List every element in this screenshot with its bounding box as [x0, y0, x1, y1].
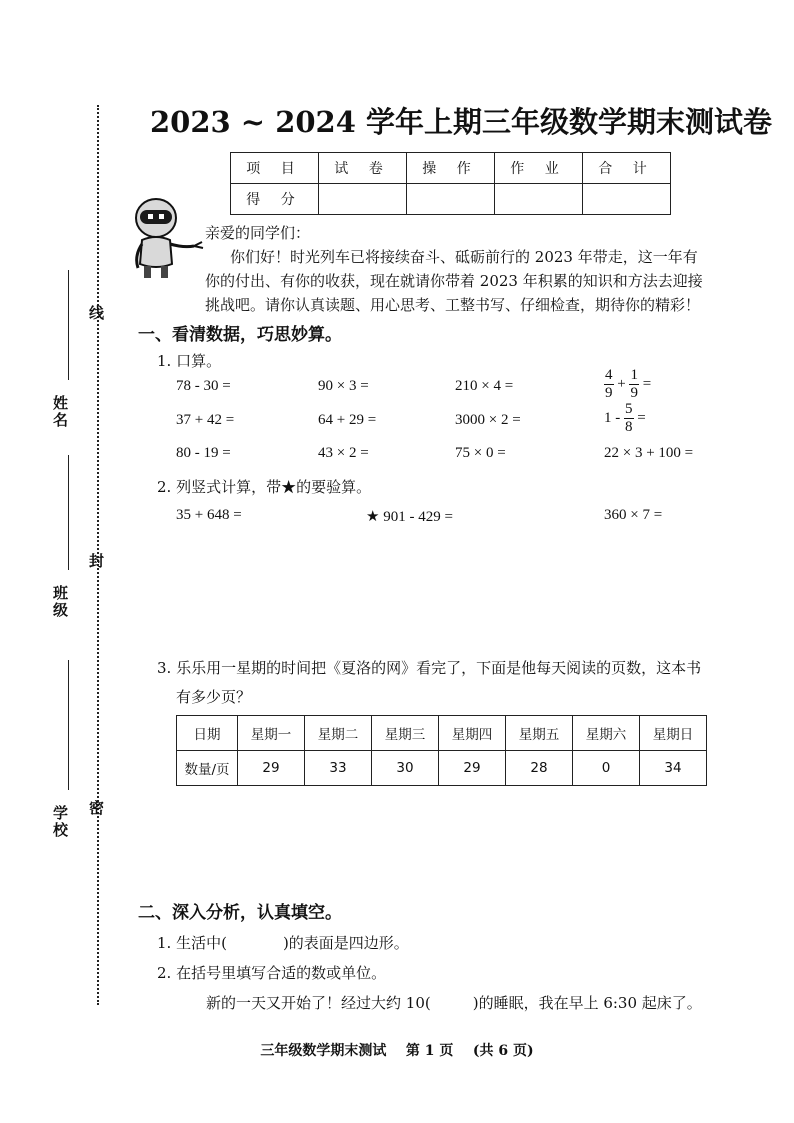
intro-line: 你们好！时光列车已将接续奋斗、砥砺前行的 2023 年带走，这一年有	[230, 248, 698, 266]
score-input-cell[interactable]	[495, 184, 583, 215]
page-title: 2023 ~ 2024 学年上期三年级数学期末测试卷	[150, 105, 773, 139]
intro-greeting: 亲爱的同学们：	[205, 224, 311, 242]
pages-table-header-cell: 星期六	[573, 716, 640, 751]
oral-problem-fraction-sum	[604, 368, 651, 401]
class-underline[interactable]	[68, 455, 69, 570]
page-footer: 三年级数学期末测试 第 1 页 (共 6 页)	[260, 1043, 534, 1059]
pages-table-value-row	[177, 751, 707, 786]
section-heading: 二、深入分析，认真填空。	[138, 903, 342, 923]
minuend: 1 -	[604, 409, 621, 426]
pages-table-row-label: 数量/页	[177, 751, 238, 786]
pages-table-header-cell: 星期日	[640, 716, 707, 751]
vertical-calc-problem: 35 + 648 =	[176, 507, 242, 523]
pages-table-header-cell: 星期二	[305, 716, 372, 751]
pages-table-header-cell: 星期三	[372, 716, 439, 751]
oral-problem: 64 + 29 =	[318, 412, 377, 428]
question-text: 有多少页？	[176, 688, 252, 706]
question-text: )的表面是四边形。	[282, 934, 409, 952]
fraction-numerator: 4	[605, 367, 613, 383]
name-label: 姓名	[51, 395, 69, 429]
cut-mark-line: 线	[87, 305, 105, 322]
oral-problem: 75 × 0 =	[455, 445, 506, 461]
question-label: 2. 在括号里填写合适的数或单位。	[157, 964, 387, 982]
oral-problem: 78 - 30 =	[176, 378, 231, 394]
oral-problem: 3000 × 2 =	[455, 412, 521, 428]
cut-mark-seal: 封	[87, 553, 105, 570]
operator: +	[617, 375, 626, 392]
question-label: 2. 列竖式计算，带★的要验算。	[157, 478, 372, 496]
oral-problem: 210 × 4 =	[455, 378, 514, 394]
pages-table-cell: 0	[573, 751, 640, 786]
vertical-calc-problem-verify: ★ 901 - 429 =	[366, 509, 453, 525]
vertical-calc-problem: 360 × 7 =	[604, 507, 663, 523]
question-text: 3. 乐乐用一星期的时间把《夏洛的网》看完了，下面是他每天阅读的页数，这本书	[157, 659, 702, 677]
oral-problem: 43 × 2 =	[318, 445, 369, 461]
equals-sign: =	[642, 375, 652, 392]
intro-line: 挑战吧。请你认真读题、用心思考、工整书写、仔细检查，期待你的精彩！	[205, 296, 701, 314]
pages-table-cell: 34	[640, 751, 707, 786]
name-underline[interactable]	[68, 270, 69, 380]
score-table	[230, 152, 671, 215]
score-row-label: 得 分	[231, 184, 319, 215]
score-header-cell: 合 计	[583, 153, 671, 184]
pages-table-header-cell: 星期一	[238, 716, 305, 751]
robot-mascot-icon	[128, 196, 206, 280]
oral-problem: 37 + 42 =	[176, 412, 235, 428]
oral-problem-fraction-diff	[604, 402, 646, 435]
fraction-denominator: 9	[630, 385, 638, 401]
question-text: )的睡眠，我在早上 6:30 起床了。	[472, 994, 702, 1012]
question-text: 新的一天又开始了！经过大约 10(	[206, 994, 431, 1012]
pages-table-cell: 29	[439, 751, 506, 786]
oral-problem: 22 × 3 + 100 =	[604, 445, 694, 461]
score-input-cell[interactable]	[583, 184, 671, 215]
score-table-header-row	[231, 153, 671, 184]
fraction-numerator: 5	[625, 401, 633, 417]
reading-pages-table	[176, 715, 707, 786]
equals-sign: =	[637, 409, 646, 426]
pages-table-cell: 29	[238, 751, 305, 786]
pages-table-header-cell: 星期四	[439, 716, 506, 751]
fill-blank-question	[206, 992, 702, 1013]
pages-table-header-cell: 星期五	[506, 716, 573, 751]
intro-line: 你的付出、有你的收获，现在就请你带着 2023 年积累的知识和方法去迎接	[205, 272, 703, 290]
score-table-score-row	[231, 184, 671, 215]
cut-mark-secret: 密	[87, 800, 105, 817]
oral-problem: 90 × 3 =	[318, 378, 369, 394]
score-header-cell: 试 卷	[319, 153, 407, 184]
fraction-denominator: 9	[605, 385, 613, 401]
school-underline[interactable]	[68, 660, 69, 790]
school-label: 学校	[51, 805, 69, 839]
fill-blank-question	[157, 932, 409, 953]
question-text: 1. 生活中(	[157, 934, 227, 952]
fraction-numerator: 1	[630, 367, 638, 383]
class-label: 班级	[51, 585, 69, 619]
score-header-cell: 项 目	[231, 153, 319, 184]
section-heading: 一、看清数据，巧思妙算。	[138, 325, 342, 345]
score-input-cell[interactable]	[407, 184, 495, 215]
score-header-cell: 作 业	[495, 153, 583, 184]
pages-table-cell: 28	[506, 751, 573, 786]
pages-table-cell: 30	[372, 751, 439, 786]
fraction-denominator: 8	[625, 419, 633, 435]
score-input-cell[interactable]	[319, 184, 407, 215]
pages-table-header-row	[177, 716, 707, 751]
oral-problem: 80 - 19 =	[176, 445, 231, 461]
question-label: 1. 口算。	[157, 352, 222, 370]
pages-table-cell: 33	[305, 751, 372, 786]
pages-table-header-cell: 日期	[177, 716, 238, 751]
score-header-cell: 操 作	[407, 153, 495, 184]
